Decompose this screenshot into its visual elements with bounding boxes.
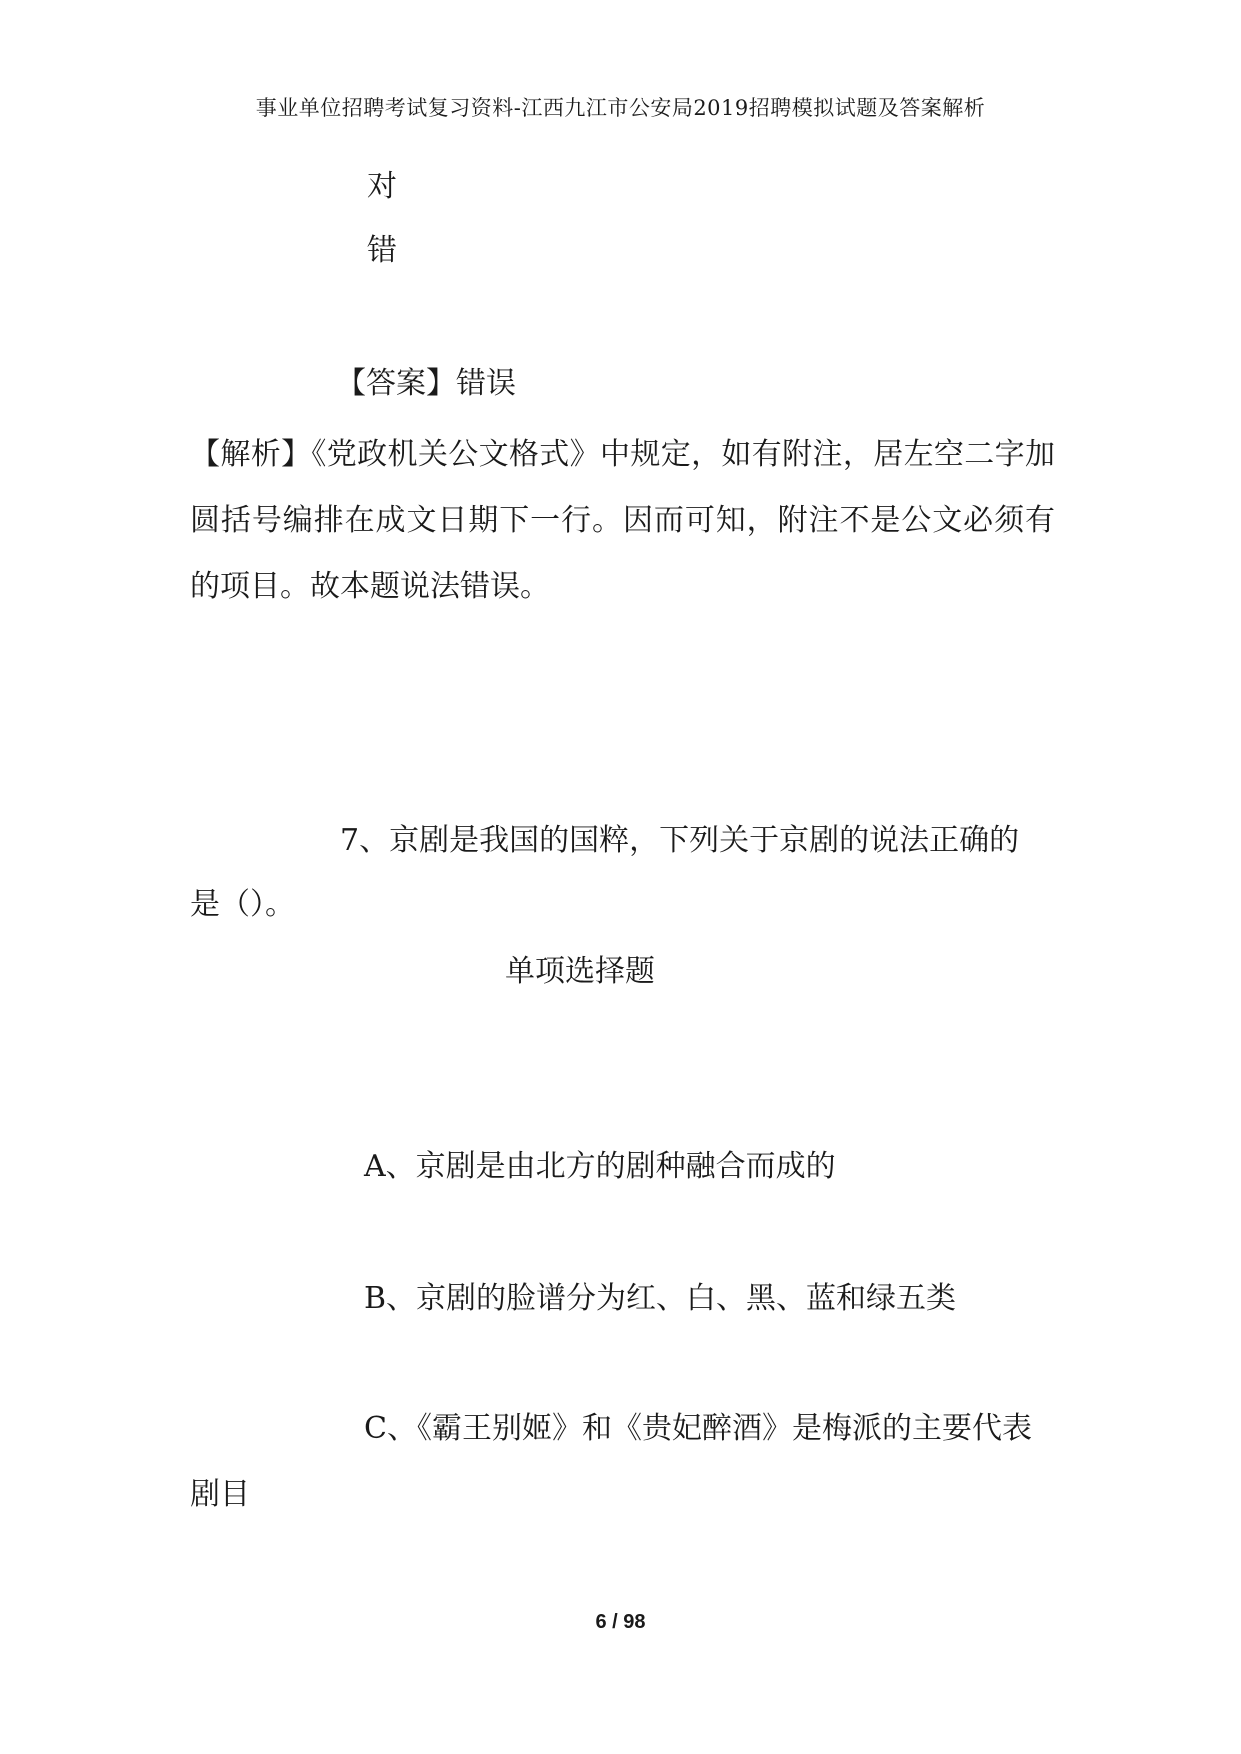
option-c-continuation: 剧目 <box>190 1477 250 1512</box>
page-number: 6 / 98 <box>595 1611 646 1633</box>
option-a: A、京剧是由北方的剧种融合而成的 <box>364 1149 836 1184</box>
page-header: 事业单位招聘考试复习资料-江西九江市公安局2019招聘模拟试题及答案解析 <box>255 96 986 120</box>
option-b: B、京剧的脸谱分为红、白、黑、蓝和绿五类 <box>364 1281 957 1316</box>
analysis-paragraph: 【解析】《党政机关公文格式》中规定，如有附注，居左空二字加圆括号编排在成文日期下一行。因而可知，附注不是公文必须有的项目。故本题说法错误。 <box>190 437 1055 604</box>
option-true: 对 <box>367 169 397 204</box>
option-c: C、《霸王别姬》和《贵妃醉酒》是梅派的主要代表 <box>364 1411 1032 1446</box>
question-stem-line2: 是（）。 <box>190 887 295 922</box>
question-stem-line1: 7、京剧是我国的国粹，下列关于京剧的说法正确的 <box>340 823 1020 858</box>
option-false: 错 <box>367 233 397 268</box>
question-type: 单项选择题 <box>505 954 655 989</box>
answer-text: 【答案】错误 <box>336 366 516 401</box>
